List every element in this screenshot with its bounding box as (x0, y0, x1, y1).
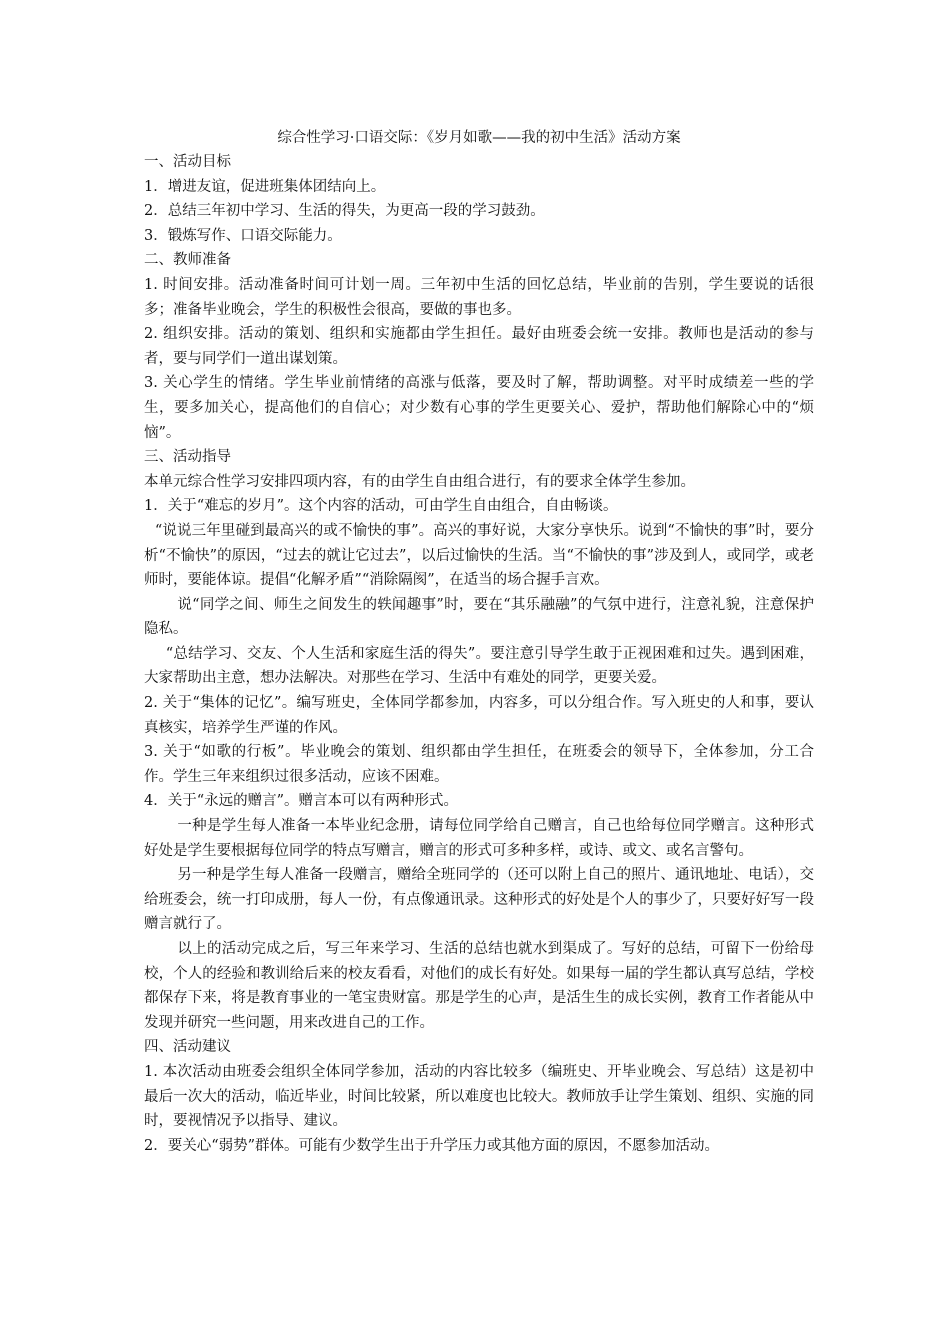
paragraph: 3. 关心学生的情绪。学生毕业前情绪的高涨与低落，要及时了解，帮助调整。对平时成绩差一些的学生，要多加关心，提高他们的自信心；对少数有心事的学生更要关心、爱护，帮助他们解除心中的“烦恼”。 (144, 375, 814, 441)
paragraph: 3．锻炼写作、口语交际能力。 (144, 227, 342, 244)
document-page (144, 126, 814, 1158)
paragraph: 说“同学之间、师生之间发生的轶闻趣事”时，要在“其乐融融”的气氛中进行，注意礼貌，注意保护隐私。 (144, 596, 814, 638)
section-heading: 一、活动目标 (144, 154, 231, 170)
paragraph: 另一种是学生每人准备一段赠言，赠给全班同学的（还可以附上自己的照片、通讯地址、电话），交给班委会，统一打印成册，每人一份，有点像通讯录。这种形式的好处是个人的事少了，只要好好写一段赠言就行了。 (144, 867, 814, 933)
paragraph: 2. 关于“集体的记忆”。编写班史，全体同学都参加，内容多，可以分组合作。写入班史的人和事，要认真核实，培养学生严谨的作风。 (144, 695, 814, 736)
document-title: 综合性学习·口语交际：《岁月如歌——我的初中生活》活动方案 (277, 130, 681, 146)
paragraph: 2. 组织安排。活动的策划、组织和实施都由学生担任。最好由班委会统一安排。教师也是活动的参与者，要与同学们一道出谋划策。 (144, 326, 814, 367)
paragraph: 一种是学生每人准备一本毕业纪念册，请每位同学给自己赠言，自己也给每位同学赠言。这种形式好处是学生要根据每位同学的特点写赠言，赠言的形式可多种多样，或诗、或文、或名言警句。 (144, 818, 814, 859)
paragraph: 1. 时间安排。活动准备时间可计划一周。三年初中生活的回忆总结，毕业前的告别，学生要说的话很多；准备毕业晚会，学生的积极性会很高，要做的事也多。 (144, 276, 814, 318)
section-heading: 三、活动指导 (144, 449, 231, 466)
paragraph: 3. 关于“如歌的行板”。毕业晚会的策划、组织都由学生担任，在班委会的领导下，全体参加，分工合作。学生三年来组织过很多活动，应该不困难。 (144, 744, 814, 785)
paragraph: 1．关于“难忘的岁月”。这个内容的活动，可由学生自由组合，自由畅谈。 (144, 498, 618, 515)
paragraph: 以上的活动完成之后，写三年来学习、生活的总结也就水到渠成了。写好的总结，可留下一份给母校，个人的经验和教训给后来的校友看看，对他们的成长有好处。如果每一届的学生都认真写总结，学校都保存下来，将是教育事业的一笔宝贵财富。那是学生的心声，是活生生的成长实例，教育工作者能从中发现并研究一些问题，用来改进自己的工作。 (144, 941, 814, 1031)
paragraph: 2．总结三年初中学习、生活的得失，为更高一段的学习鼓劲。 (144, 203, 545, 220)
section-heading: 四、活动建议 (144, 1039, 231, 1056)
paragraph: 2．要关心“弱势”群体。可能有少数学生出于升学压力或其他方面的原因，不愿参加活动。 (144, 1137, 720, 1154)
document-body (144, 150, 814, 1158)
section-heading: 二、教师准备 (144, 252, 231, 269)
paragraph: “总结学习、交友、个人生活和家庭生活的得失”。要注意引导学生敢于正视困难和过失。遇到困难，大家帮助出主意，想办法解决。对那些在学习、生活中有难处的同学，更要关爱。 (144, 645, 814, 687)
paragraph: 1. 本次活动由班委会组织全体同学参加，活动的内容比较多（编班史、开毕业晚会、写总结）这是初中最后一次大的活动，临近毕业，时间比较紧，所以难度也比较大。教师放手让学生策划、组织、实施的同时，要视情况予以指导、建议。 (144, 1063, 814, 1130)
paragraph: 1．增进友谊，促进班集体团结向上。 (144, 178, 386, 195)
paragraph: 本单元综合性学习安排四项内容，有的由学生自由组合进行，有的要求全体学生参加。 (144, 473, 695, 490)
paragraph: “说说三年里碰到最高兴的或不愉快的事”。高兴的事好说，大家分享快乐。说到“不愉快的事”时，要分析“不愉快”的原因，“过去的就让它过去”，以后过愉快的生活。当“不愉快的事”涉及到人，或同学，或老师时，要能体谅。提倡“化解矛盾”“消除隔阂”，在适当的场合握手言欢。 (144, 522, 814, 589)
paragraph: 4．关于“永远的赠言”。赠言本可以有两种形式。 (144, 793, 459, 810)
